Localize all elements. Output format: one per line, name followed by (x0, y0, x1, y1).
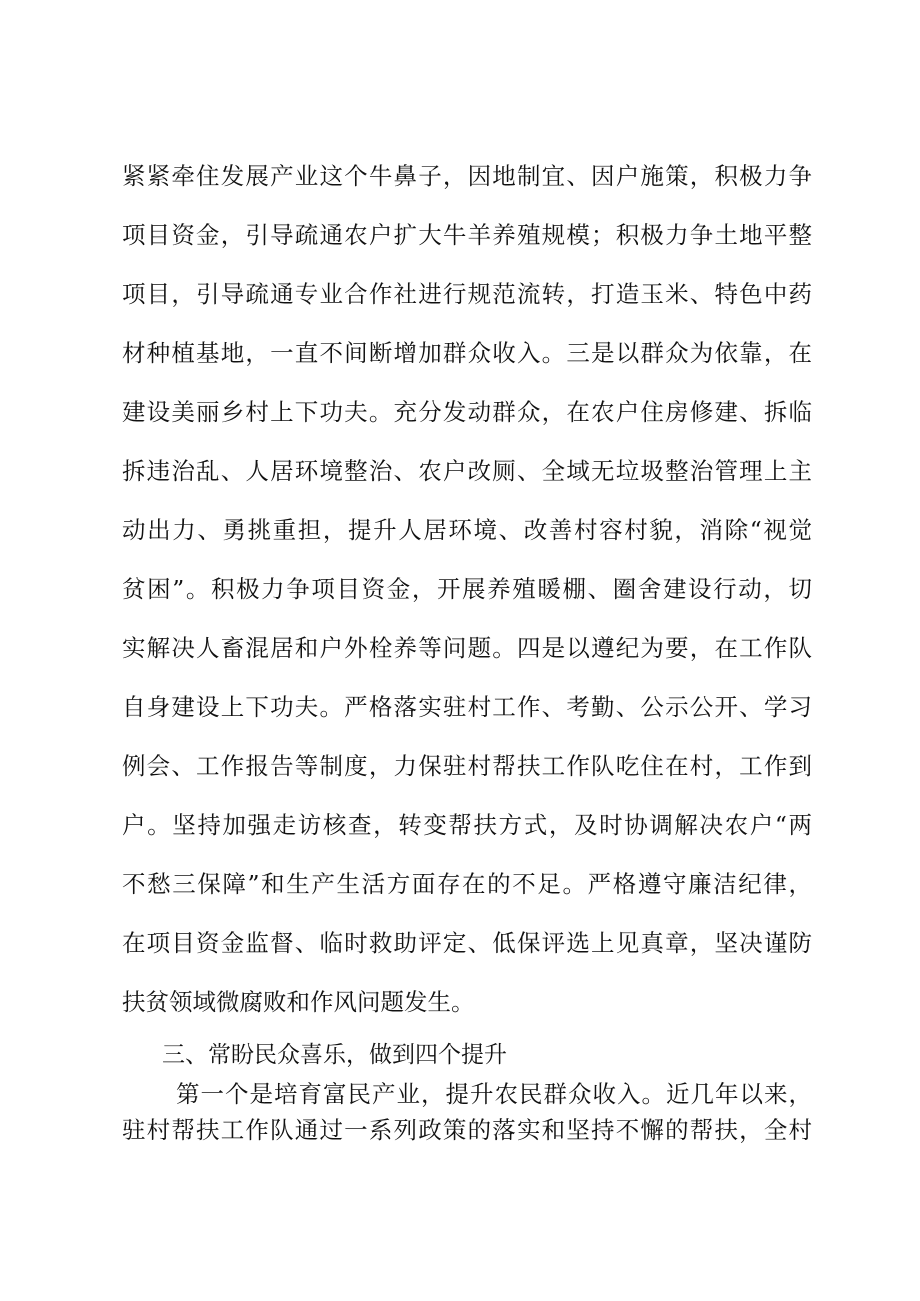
paragraph-line: 拆违治乱、人居环境整治、农户改厕、全域无垃圾整治管理上主 (122, 457, 812, 485)
paragraph-line: 贫困”。积极力争项目资金，开展养殖暖棚、圈舍建设行动，切 (122, 575, 812, 603)
paragraph-line: 材种植基地，一直不间断增加群众收入。三是以群众为依靠，在 (122, 339, 812, 367)
paragraph-line: 紧紧牵住发展产业这个牛鼻子，因地制宜、因户施策，积极力争 (122, 162, 812, 190)
paragraph-line: 在项目资金监督、临时救助评定、低保评选上见真章，坚决谨防 (122, 929, 812, 957)
paragraph-line: 例会、工作报告等制度，力保驻村帮扶工作队吃住在村，工作到 (122, 752, 812, 780)
paragraph-line: 项目资金，引导疏通农户扩大牛羊养殖规模；积极力争土地平整 (122, 221, 812, 249)
paragraph-line: 户。坚持加强走访核查，转变帮扶方式，及时协调解决农户“两 (122, 811, 812, 839)
paragraph-line: 动出力、勇挑重担，提升人居环境、改善村容村貌，消除“视觉 (122, 516, 812, 544)
paragraph-line: 不愁三保障”和生产生活方面存在的不足。严格遵守廉洁纪律， (122, 870, 812, 898)
paragraph-line: 项目，引导疏通专业合作社进行规范流转，打造玉米、特色中药 (122, 280, 812, 308)
paragraph-line: 建设美丽乡村上下功夫。充分发动群众，在农户住房修建、拆临 (122, 398, 812, 426)
paragraph-line: 第一个是培育富民产业，提升农民群众收入。近几年以来， (176, 1080, 812, 1108)
paragraph-line: 驻村帮扶工作队通过一系列政策的落实和坚持不懈的帮扶，全村 (122, 1116, 812, 1144)
paragraph-line: 扶贫领域微腐败和作风问题发生。 (122, 988, 475, 1016)
paragraph-line: 实解决人畜混居和户外栓养等问题。四是以遵纪为要，在工作队 (122, 634, 812, 662)
section-heading: 三、常盼民众喜乐，做到四个提升 (162, 1042, 507, 1068)
paragraph-line: 自身建设上下功夫。严格落实驻村工作、考勤、公示公开、学习 (122, 693, 812, 721)
